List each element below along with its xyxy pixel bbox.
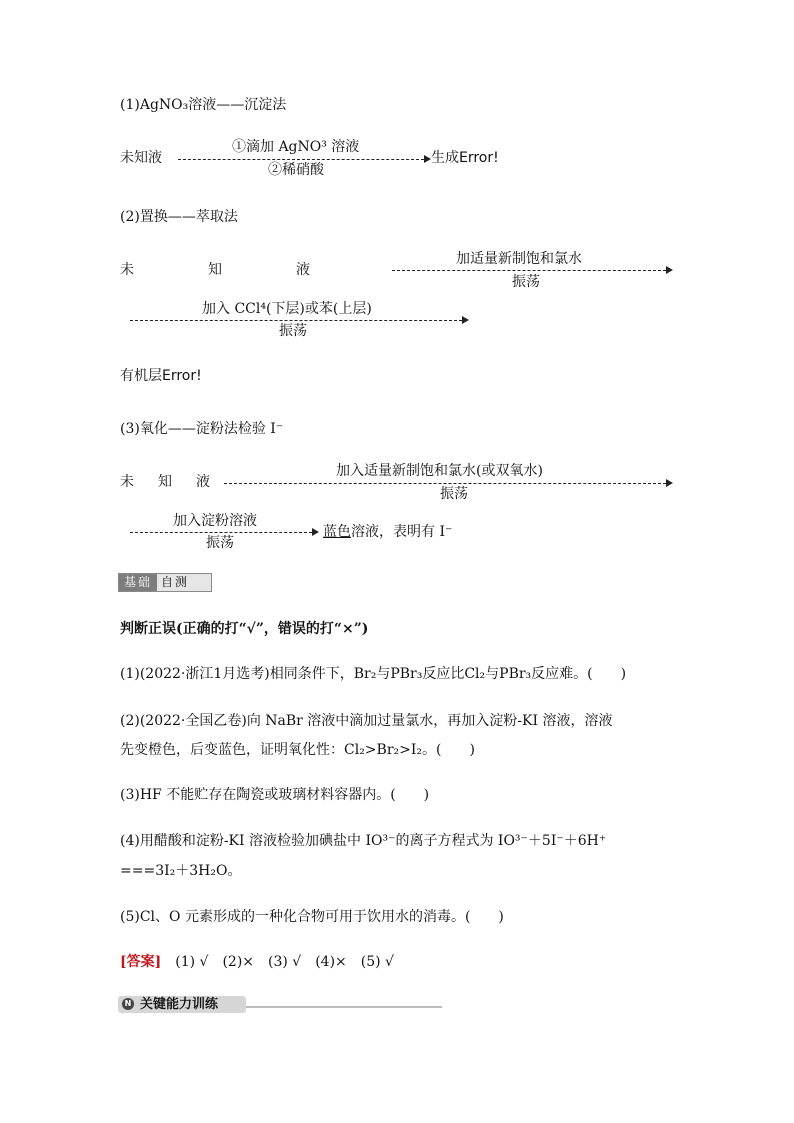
arrow-head-icon [424,155,431,163]
quiz-q2-line2: 先变橙色，后变蓝色，证明氧化性：Cl₂>Br₂>I₂。( ) [120,742,475,758]
quiz-instruction: 判断正误(正确的打“√”，错误的打“×”) [120,621,369,637]
arrow-head-icon [462,316,469,324]
method1-arrow-line [178,159,424,160]
circle-letter-icon: N [122,998,134,1010]
answer-label: [答案] [120,954,162,970]
method3-title: (3)氧化——淀粉法检验 I⁻ [120,421,284,437]
method3-end-underlined: 蓝色 [323,524,351,540]
method1-arrow-bottom: ②稀硝酸 [268,162,324,178]
method3-end [323,525,452,540]
key-skills-label: 关键能力训练 [140,997,219,1012]
method2-arrow1-bottom: 振荡 [512,274,540,290]
method3-end-rest: 溶液，表明有 I⁻ [351,524,453,540]
method1-arrow-top: ①滴加 AgNO³ 溶液 [232,139,360,155]
method3-arrow1-bottom: 振荡 [440,486,468,502]
method3-char1: 未 [120,474,134,490]
method1-title: (1)AgNO₃溶液——沉淀法 [120,97,287,113]
quiz-q3: (3)HF 不能贮存在陶瓷或玻璃材料容器内。( ) [120,787,430,803]
key-skills-badge [118,996,443,1013]
badge-basic: 基础 [119,574,157,591]
method3-arrow2-bottom: 振荡 [206,535,234,551]
method3-arrow1-top: 加入适量新制饱和氯水(或双氧水) [336,463,543,479]
method2-arrow2-top: 加入 CCl⁴(下层)或苯(上层) [202,301,372,317]
method2-title: (2)置换——萃取法 [120,209,238,225]
method2-arrow1-line [392,270,666,271]
method3-char2: 知 [158,474,172,490]
method2-char2: 知 [208,262,222,278]
basic-self-test-badge [118,573,212,592]
method2-char1: 未 [120,262,134,278]
method2-end: 有机层Error! [120,368,202,384]
method2-char3: 液 [296,262,310,278]
method1-start: 未知液 [120,150,162,166]
method2-arrow2-bottom: 振荡 [279,323,307,339]
method3-arrow2-line [130,532,312,533]
arrow-head-icon [312,528,319,536]
method3-arrow2-top: 加入淀粉溶液 [173,513,257,529]
arrow-head-icon [666,266,673,274]
quiz-q2-line1: (2)(2022·全国乙卷)向 NaBr 溶液中滴加过量氯水，再加入淀粉-KI 溶液，溶液 [120,713,613,729]
method2-arrow2-line [130,320,462,321]
key-skills-rule [246,1006,442,1008]
quiz-q5: (5)Cl、O 元素形成的一种化合物可用于饮用水的消毒。( ) [120,909,504,925]
arrow-head-icon [666,479,673,487]
badge-self-test: 自测 [161,575,190,589]
method2-arrow1-top: 加适量新制饱和氯水 [456,251,582,267]
method3-arrow1-line [224,483,666,484]
method3-char3: 液 [196,474,210,490]
quiz-answers [120,955,394,970]
method1-end: 生成Error! [431,150,499,166]
quiz-q4-line1: (4)用醋酸和淀粉-KI 溶液检验加碘盐中 IO³⁻的离子方程式为 IO³⁻＋5I⁻＋6H⁺ [120,833,607,849]
answer-values: (1) √ (2)× (3) √ (4)× (5) √ [175,954,394,970]
quiz-q4-line2: ===3I₂＋3H₂O。 [120,863,242,879]
quiz-q1: (1)(2022·浙江1月选考)相同条件下，Br₂与PBr₃反应比Cl₂与PBr₃反应难。( ) [120,666,627,682]
